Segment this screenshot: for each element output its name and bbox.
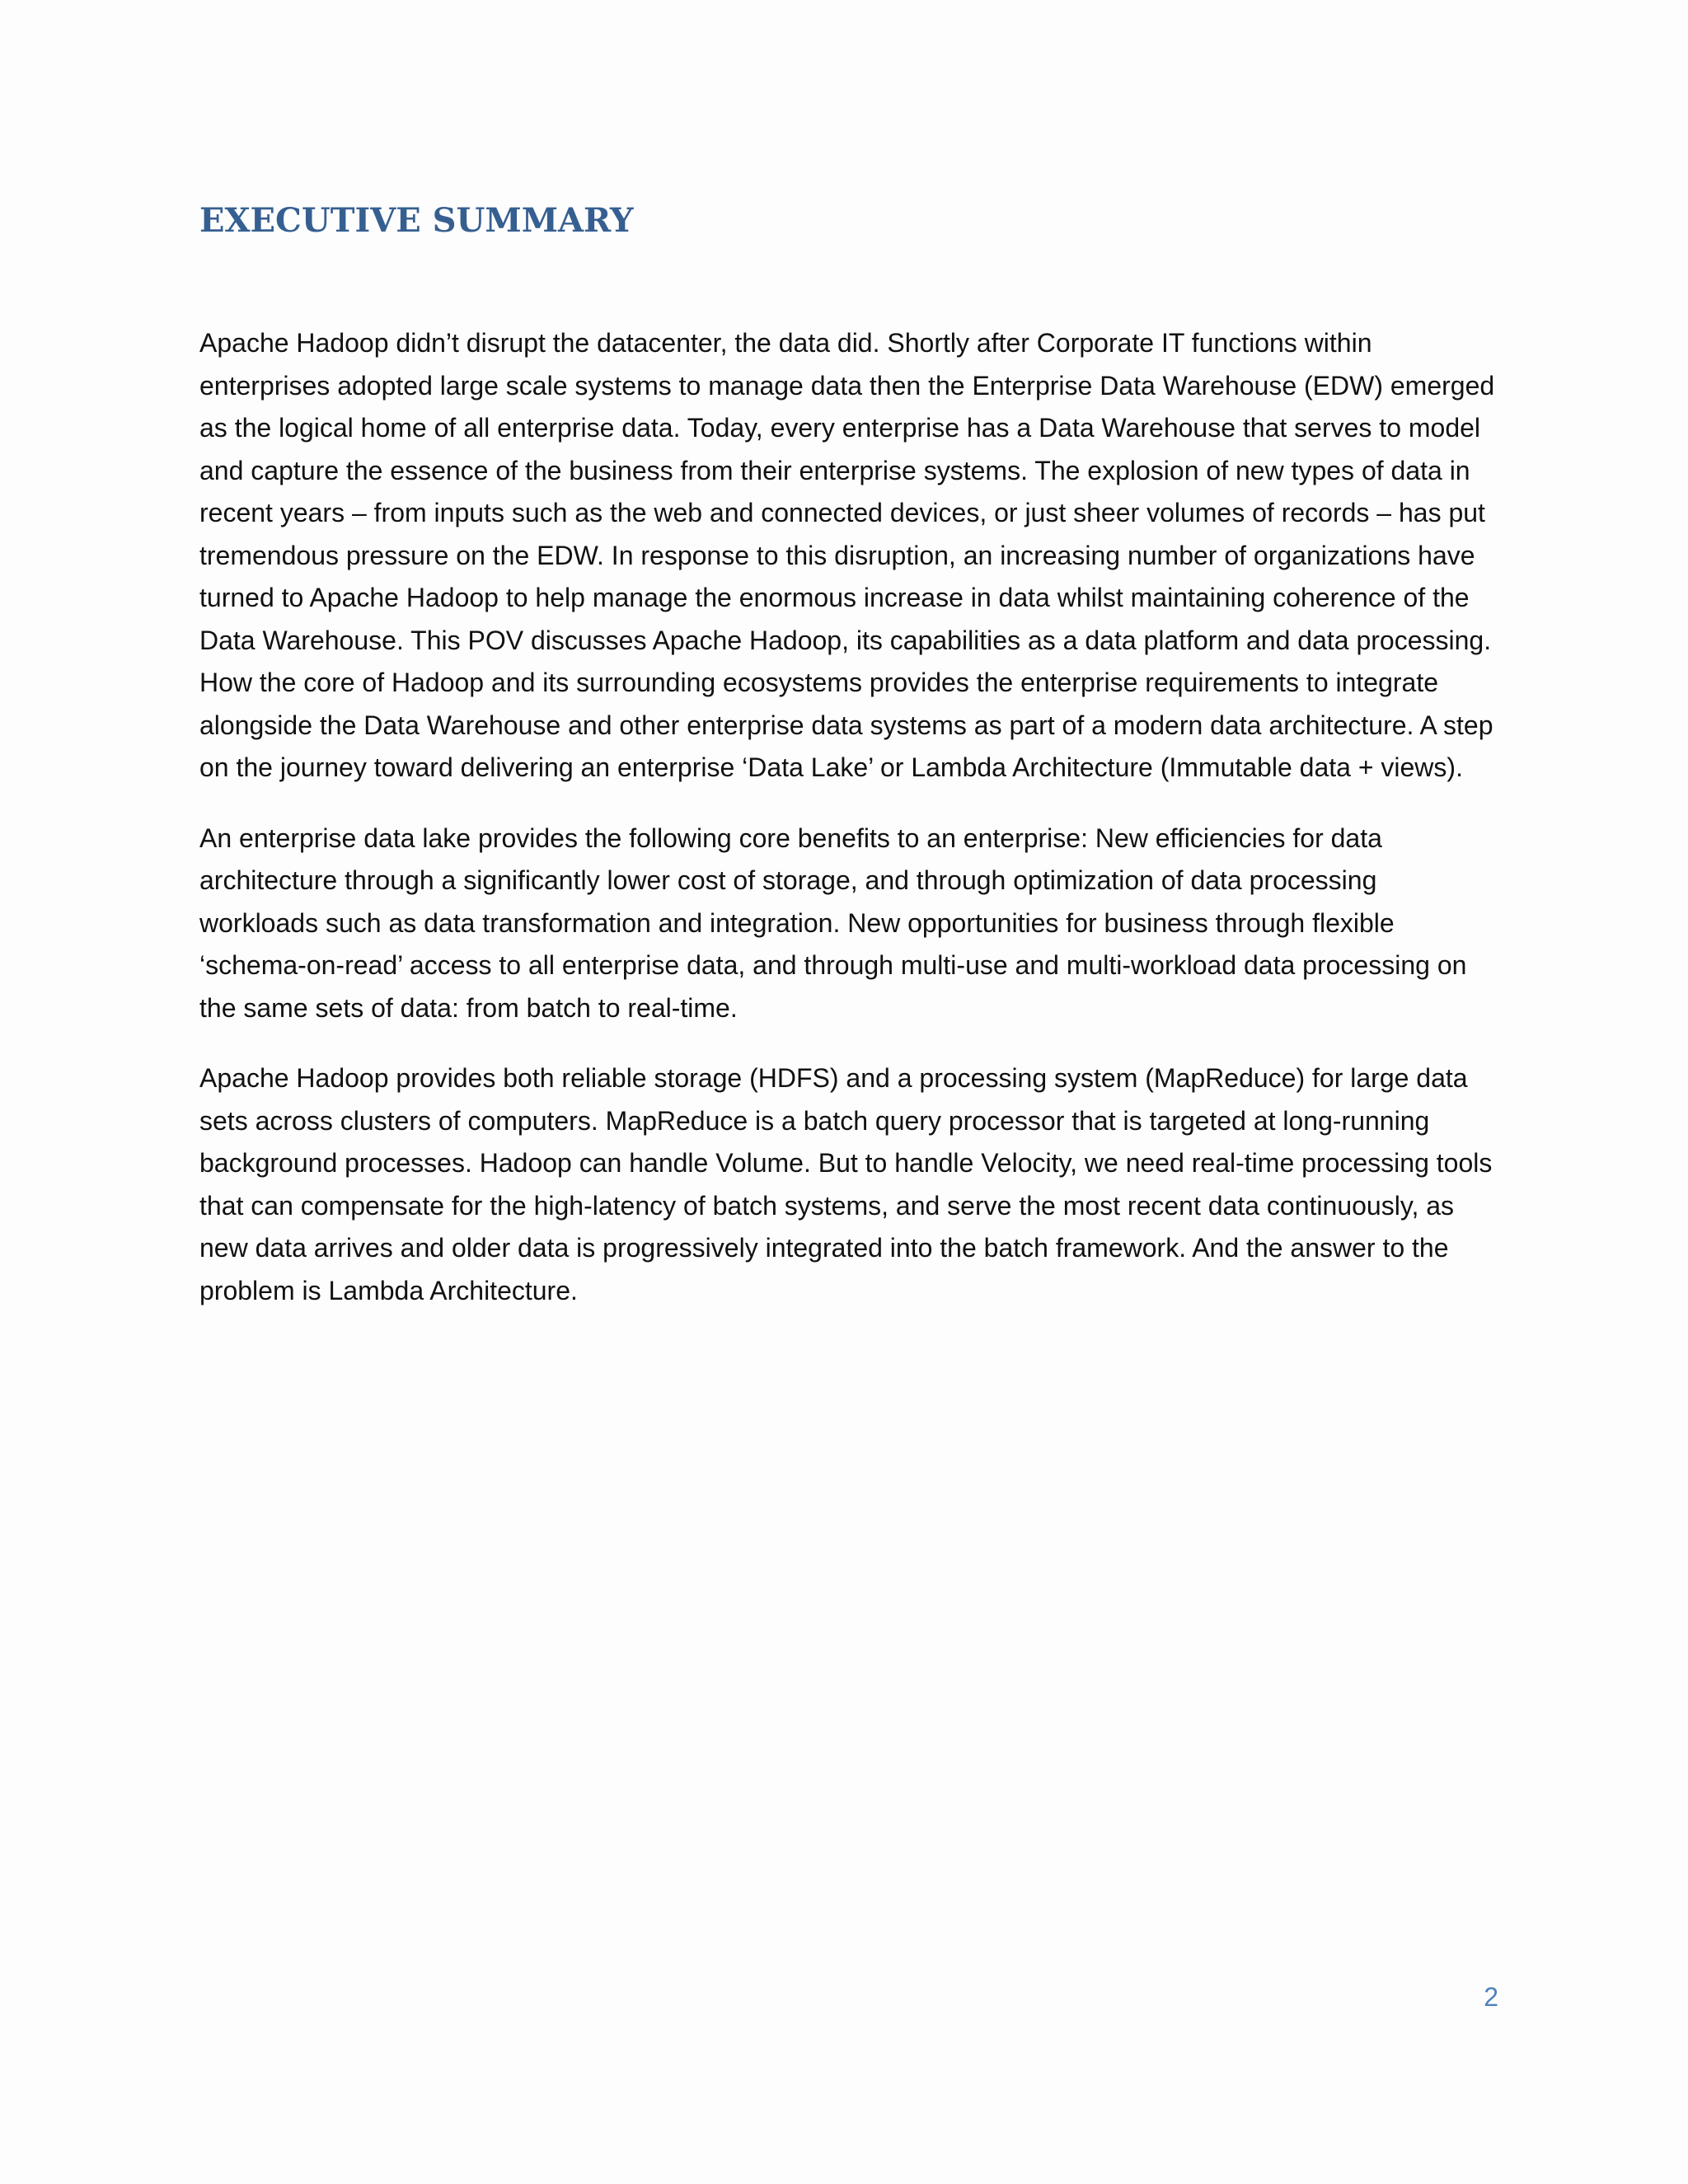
paragraph: Apache Hadoop didn’t disrupt the datacenter, the data did. Shortly after Corporate IT functions within enterprises adopted large scale systems to manage data then the Enterprise Data Warehouse (EDW) emerged as the logical home of all enterprise data. Today, every enterprise has a Data Warehouse that serves to model and capture the essence of the business from their enterprise systems. The explosion of new types of data in recent years – from inputs such as the web and connected devices, or just sheer volumes of records – has put tremendous pressure on the EDW. In response to this disruption, an increasing number of organizations have turned to Apache Hadoop to help manage the enormous increase in data whilst maintaining coherence of the Data Warehouse. This POV discusses Apache Hadoop, its capabilities as a data platform and data processing. How the core of Hadoop and its surrounding ecosystems provides the enterprise requirements to integrate alongside the Data Warehouse and other enterprise data systems as part of a modern data architecture. A step on the journey toward delivering an enterprise ‘Data Lake’ or Lambda Architecture (Immutable data + views). <box>199 328 1495 782</box>
paragraph: Apache Hadoop provides both reliable storage (HDFS) and a processing system (MapReduce) for large data sets across clusters of computers. MapReduce is a batch query processor that is targeted at long-running background processes. Hadoop can handle Volume. But to handle Velocity, we need real-time processing tools that can compensate for the high-latency of batch systems, and serve the most recent data continuously, as new data arrives and older data is progressively integrated into the batch framework. And the answer to the problem is Lambda Architecture. <box>199 1063 1493 1305</box>
section-heading: EXECUTIVE SUMMARY <box>199 201 634 240</box>
body-text <box>199 322 1502 1340</box>
page-number: 2 <box>1484 1982 1498 2012</box>
paragraph: An enterprise data lake provides the following core benefits to an enterprise: New efficiencies for data architecture through a significantly lower cost of storage, and through optimization of data processing workloads such as data transformation and integration. New opportunities for business through flexible ‘schema-on-read’ access to all enterprise data, and through multi-use and multi-workload data processing on the same sets of data: from batch to real-time. <box>199 823 1467 1023</box>
